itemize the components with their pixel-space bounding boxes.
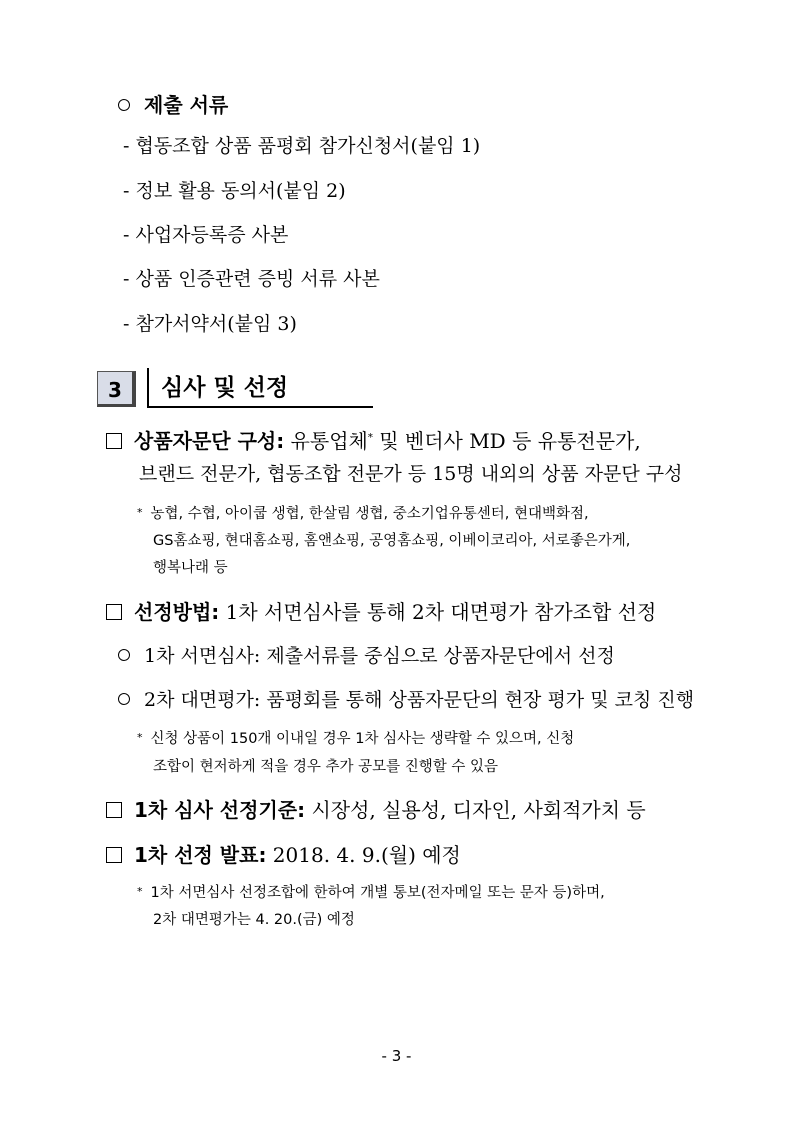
committee-line: 상품자문단 구성: 유통업체* 및 벤더사 MD 등 유통전문가, bbox=[106, 429, 641, 453]
method-note: * 신청 상품이 150개 이내일 경우 1차 심사는 생략할 수 있으며, 신청 bbox=[137, 731, 575, 747]
submit-doc-item: - 협동조합 상품 품평회 참가신청서(붙임 1) bbox=[123, 135, 481, 157]
checkbox-square-icon bbox=[106, 604, 122, 620]
criteria-label: 1차 심사 선정기준: bbox=[134, 798, 306, 822]
circle-bullet-icon bbox=[118, 649, 130, 661]
criteria-line: 1차 심사 선정기준: 시장성, 실용성, 디자인, 사회적가치 등 bbox=[106, 798, 646, 822]
committee-line2: 브랜드 전문가, 협동조합 전문가 등 15명 내외의 상품 자문단 구성 bbox=[139, 463, 683, 485]
checkbox-square-icon bbox=[106, 433, 122, 449]
announce-line: 1차 선정 발표: 2018. 4. 9.(월) 예정 bbox=[106, 843, 461, 867]
submit-doc-item: - 정보 활용 동의서(붙임 2) bbox=[123, 180, 346, 202]
method-note: 조합이 현저하게 적을 경우 추가 공모를 진행할 수 있음 bbox=[153, 759, 499, 775]
section-title: 심사 및 선정 bbox=[147, 368, 373, 408]
committee-label: 상품자문단 구성: bbox=[134, 429, 285, 453]
announce-note: * 1차 서면심사 선정조합에 한하여 개별 통보(전자메일 또는 문자 등)하며, bbox=[137, 885, 605, 901]
submit-doc-item: - 참가서약서(붙임 3) bbox=[123, 313, 297, 335]
asterisk-icon: * bbox=[137, 731, 143, 744]
section-number: 3 bbox=[97, 371, 136, 407]
method-sub1: 1차 서면심사: 제출서류를 중심으로 상품자문단에서 선정 bbox=[118, 645, 615, 668]
committee-note: * 농협, 수협, 아이쿱 생협, 한살림 생협, 중소기업유통센터, 현대백화점, bbox=[137, 506, 589, 522]
committee-note: 행복나래 등 bbox=[153, 560, 228, 576]
announce-label: 1차 선정 발표: bbox=[134, 843, 267, 867]
asterisk-icon: * bbox=[137, 506, 143, 519]
asterisk-icon: * bbox=[137, 885, 143, 898]
checkbox-square-icon bbox=[106, 847, 122, 863]
submit-docs-heading: 제출 서류 bbox=[118, 93, 228, 117]
circle-bullet-icon bbox=[118, 99, 130, 111]
page-number: - 3 - bbox=[381, 1047, 412, 1065]
method-line: 선정방법: 1차 서면심사를 통해 2차 대면평가 참가조합 선정 bbox=[106, 600, 656, 624]
committee-note: GS홈쇼핑, 현대홈쇼핑, 홈앤쇼핑, 공영홈쇼핑, 이베이코리아, 서로좋은가게, bbox=[153, 533, 631, 549]
submit-doc-item: - 사업자등록증 사본 bbox=[123, 224, 289, 246]
announce-note: 2차 대면평가는 4. 20.(금) 예정 bbox=[153, 912, 355, 928]
method-sub2: 2차 대면평가: 품평회를 통해 상품자문단의 현장 평가 및 코칭 진행 bbox=[118, 689, 694, 712]
checkbox-square-icon bbox=[106, 802, 122, 818]
circle-bullet-icon bbox=[118, 693, 130, 705]
submit-doc-item: - 상품 인증관련 증빙 서류 사본 bbox=[123, 268, 380, 290]
method-label: 선정방법: bbox=[134, 600, 220, 624]
